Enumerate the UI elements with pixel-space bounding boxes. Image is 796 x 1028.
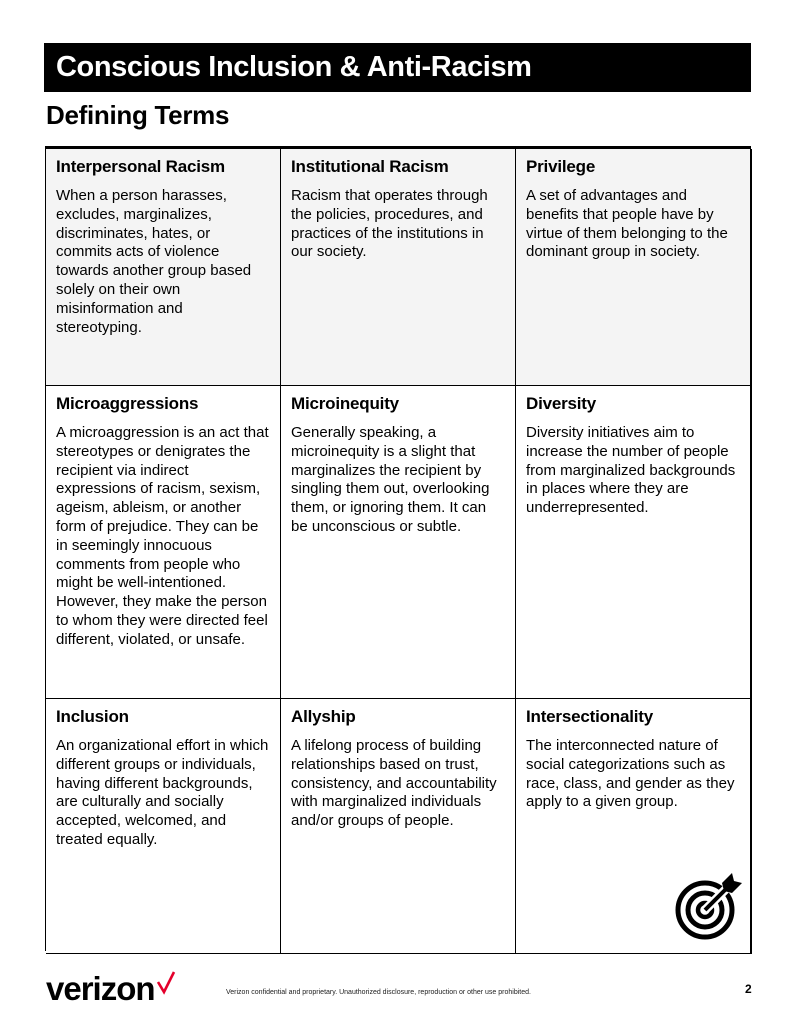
term-card-diversity <box>516 386 752 699</box>
term-title: Allyship <box>291 707 356 726</box>
page-number: 2 <box>745 982 752 996</box>
verizon-logo <box>46 970 176 1008</box>
term-title: Privilege <box>526 157 596 176</box>
term-title: Intersectionality <box>526 707 653 726</box>
term-title: Microinequity <box>291 394 399 413</box>
term-card-institutional-racism <box>281 149 516 386</box>
term-definition: Generally speaking, a microinequity is a slight that marginalizes the recipient by singling them out, overlooking them, or ignoring them. It can be unconscious or subtle. <box>291 424 490 535</box>
term-definition: When a person harasses, excludes, marginalizes, discriminates, hates, or commits acts of violence towards another group based solely on their own misinformation and stereotyping. <box>56 187 252 336</box>
terms-grid <box>45 146 751 951</box>
term-title: Institutional Racism <box>291 157 449 176</box>
term-card-intersectionality <box>516 699 752 954</box>
term-definition: A lifelong process of building relationships based on trust, consistency, and accountability with marginalized individuals and/or groups of people. <box>291 737 497 830</box>
page-title: Conscious Inclusion & Anti-Racism <box>56 51 532 83</box>
section-subtitle: Defining Terms <box>46 100 230 130</box>
term-definition: A microaggression is an act that stereotypes or denigrates the recipient via indirect expressions of racism, sexism, ageism, ableism, or another form of prejudice. They can be in seemingly innocuous comments from people who might be well-intentioned. However, they make the person to whom they were directed feel different, violated, or unsafe. <box>56 424 269 648</box>
page-title-bar <box>44 43 751 92</box>
logo-wordmark: verizon <box>46 970 155 1007</box>
term-definition: A set of advantages and benefits that people have by virtue of them belonging to the dominant group in society. <box>526 187 728 261</box>
term-title: Diversity <box>526 394 597 413</box>
term-card-interpersonal-racism <box>46 149 281 386</box>
term-title: Interpersonal Racism <box>56 157 225 176</box>
term-definition: The interconnected nature of social categorizations such as race, class, and gender as they apply to a given group. <box>526 737 735 811</box>
target-arrow-icon <box>674 873 742 941</box>
term-definition: An organizational effort in which different groups or individuals, having different backgrounds, are culturally and socially accepted, welcomed, and treated equally. <box>56 737 269 848</box>
term-card-allyship <box>281 699 516 954</box>
term-title: Inclusion <box>56 707 129 726</box>
checkmark-icon <box>156 970 176 996</box>
term-card-privilege <box>516 149 752 386</box>
confidentiality-disclaimer: Verizon confidential and proprietary. Unauthorized disclosure, reproduction or other use prohibited. <box>226 989 531 996</box>
term-definition: Racism that operates through the policies, procedures, and practices of the institutions in our society. <box>291 187 488 261</box>
term-title: Microaggressions <box>56 394 199 413</box>
term-definition: Diversity initiatives aim to increase the number of people from marginalized backgrounds in places where they are underrepresented. <box>526 424 736 517</box>
term-card-microinequity <box>281 386 516 699</box>
term-card-microaggressions <box>46 386 281 699</box>
term-card-inclusion <box>46 699 281 954</box>
